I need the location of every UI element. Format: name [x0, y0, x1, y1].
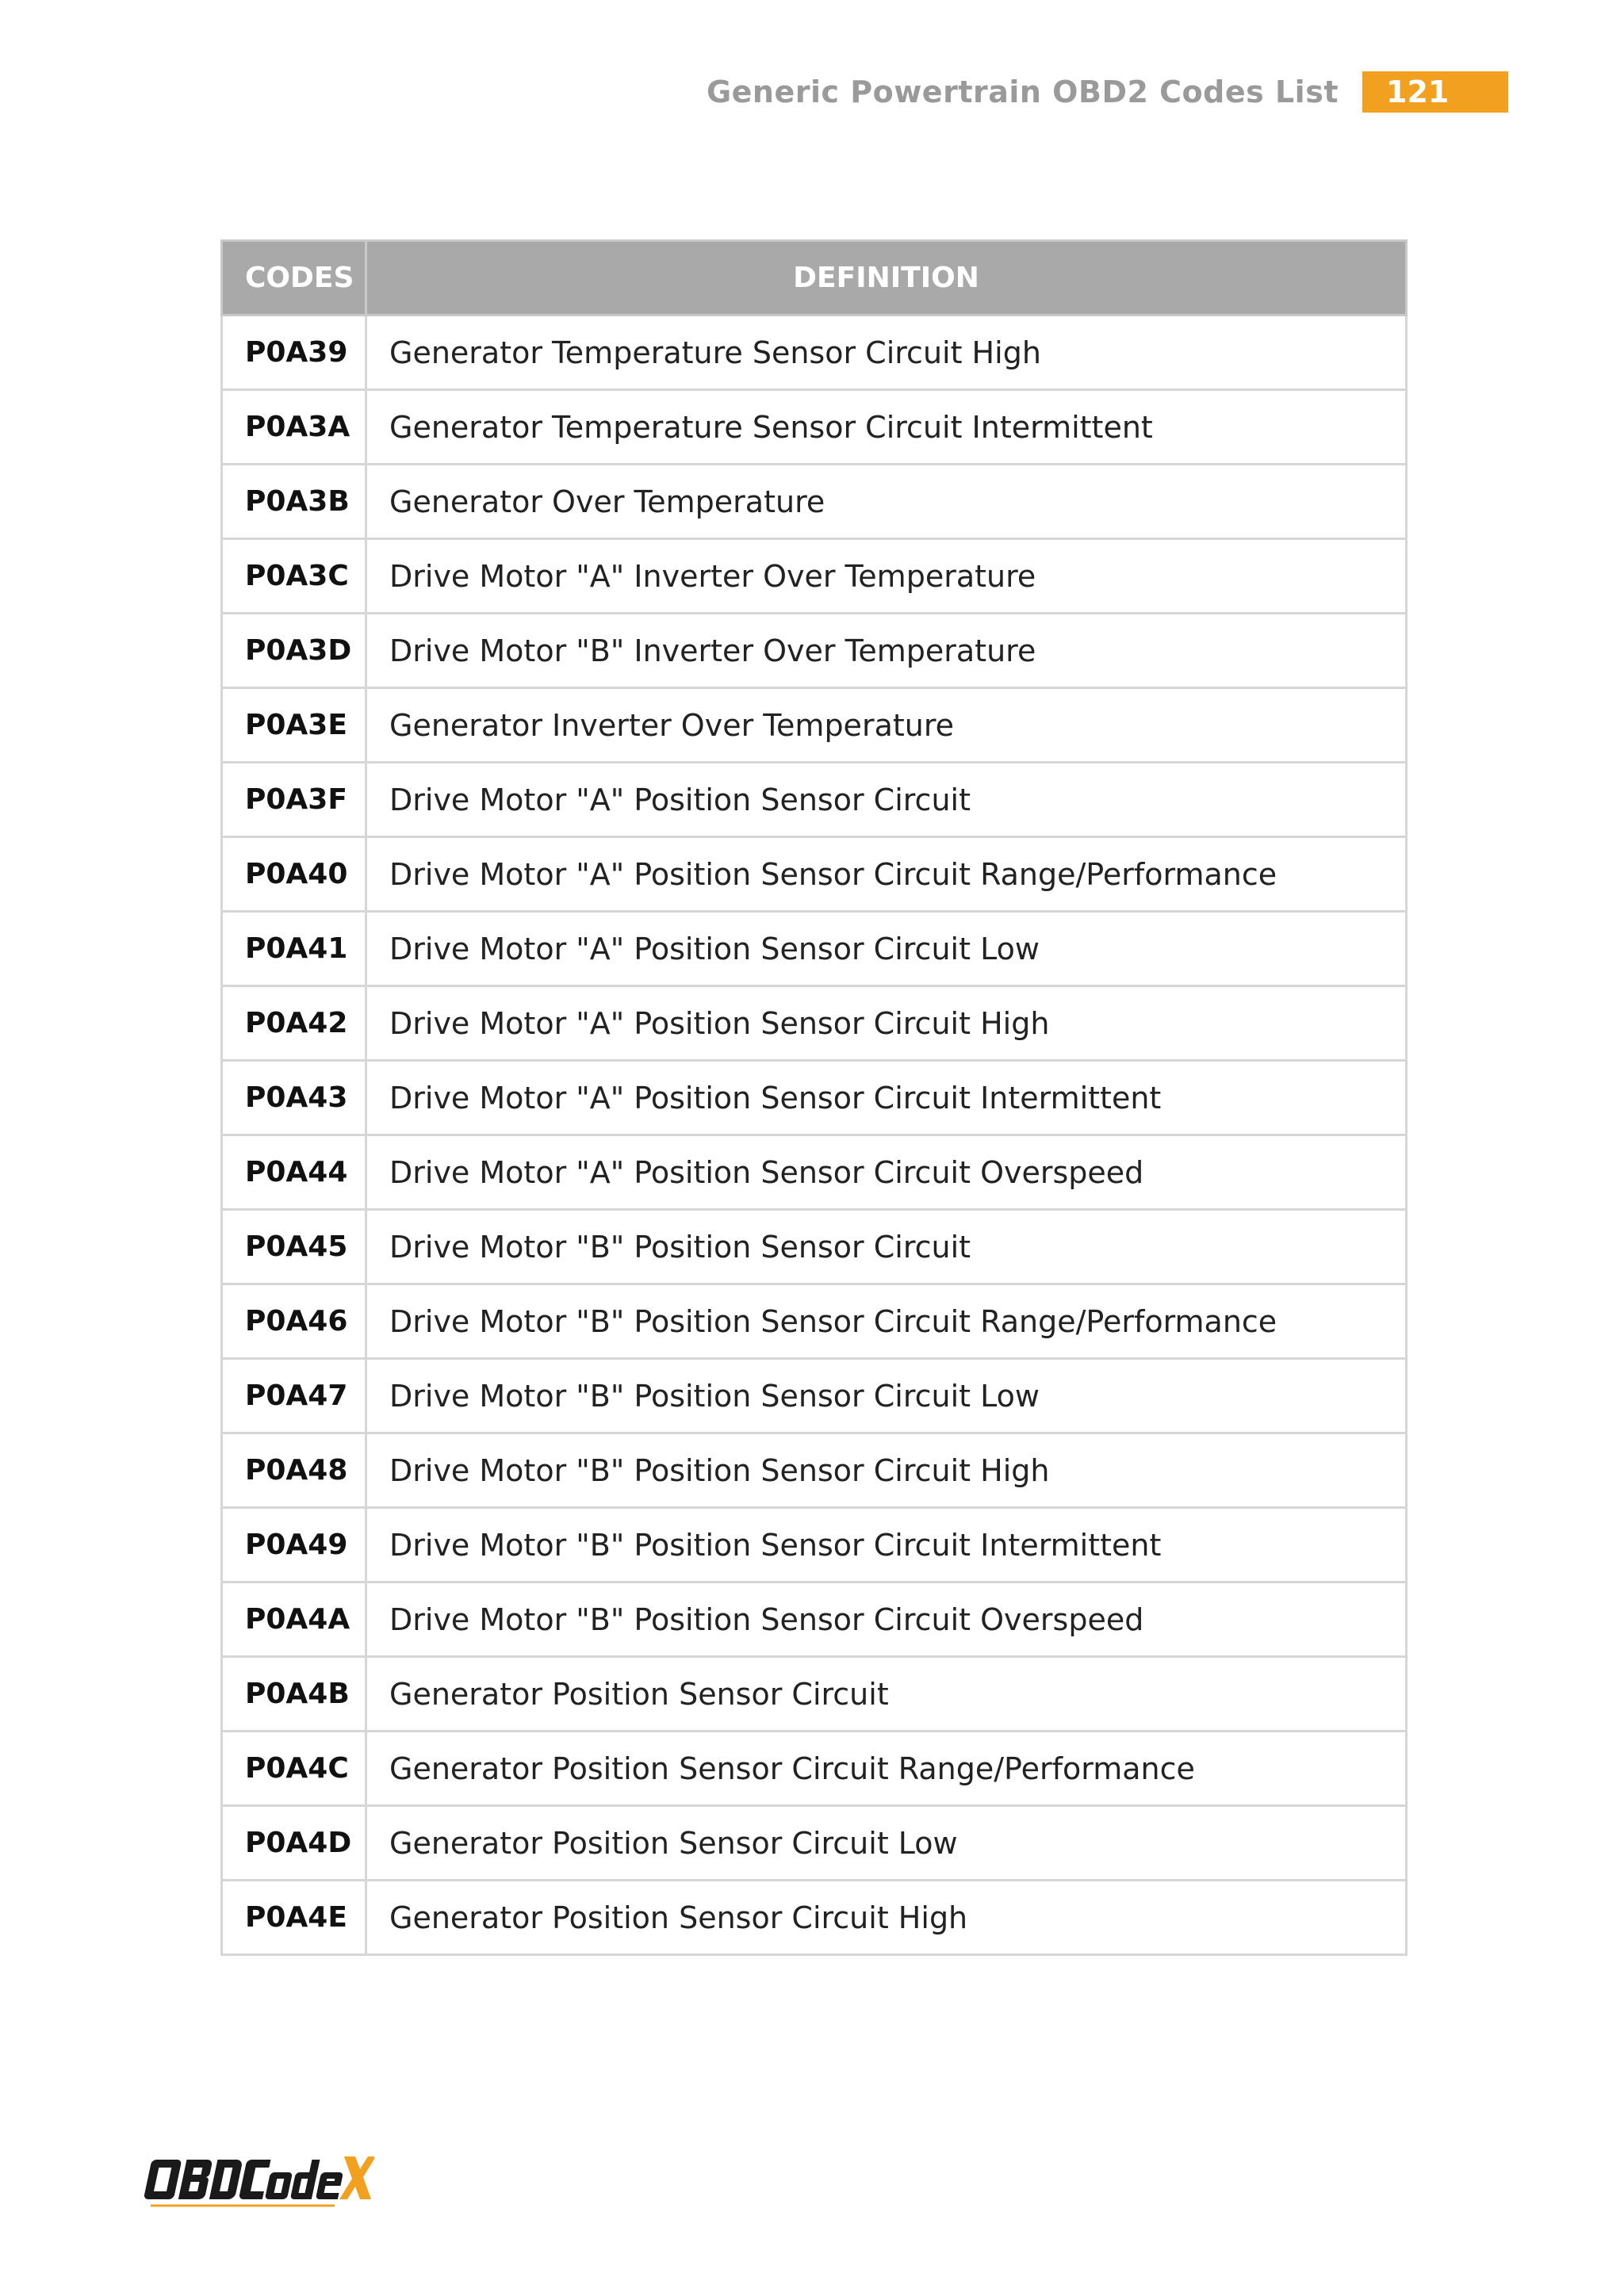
- code-cell: P0A44: [222, 1135, 366, 1210]
- table-body: [222, 316, 1407, 1955]
- definition-cell: Drive Motor "B" Position Sensor Circuit Range/Performance: [366, 1284, 1407, 1359]
- obd2-codes-table: [220, 239, 1408, 1956]
- table-row: [222, 763, 1407, 837]
- column-header-codes: CODES: [222, 241, 366, 316]
- page-header: [707, 71, 1508, 113]
- table-row: [222, 1284, 1407, 1359]
- code-cell: P0A3D: [222, 614, 366, 688]
- code-cell: P0A3B: [222, 465, 366, 539]
- code-cell: P0A4D: [222, 1806, 366, 1881]
- code-cell: P0A4B: [222, 1657, 366, 1732]
- code-cell: P0A42: [222, 986, 366, 1061]
- table-row: [222, 390, 1407, 465]
- table-row: [222, 316, 1407, 390]
- code-cell: P0A49: [222, 1508, 366, 1582]
- code-cell: P0A48: [222, 1433, 366, 1508]
- table-row: [222, 1657, 1407, 1732]
- table-row: [222, 614, 1407, 688]
- code-cell: P0A3E: [222, 688, 366, 763]
- table-row: [222, 1135, 1407, 1210]
- definition-cell: Drive Motor "B" Position Sensor Circuit High: [366, 1433, 1407, 1508]
- code-cell: P0A45: [222, 1210, 366, 1284]
- definition-cell: Drive Motor "A" Position Sensor Circuit High: [366, 986, 1407, 1061]
- definition-cell: Drive Motor "B" Position Sensor Circuit Overspeed: [366, 1582, 1407, 1657]
- code-cell: P0A4C: [222, 1732, 366, 1806]
- table-row: [222, 986, 1407, 1061]
- code-cell: P0A39: [222, 316, 366, 390]
- code-cell: P0A4A: [222, 1582, 366, 1657]
- table-row: [222, 1582, 1407, 1657]
- table-header-row: [222, 241, 1407, 316]
- definition-cell: Drive Motor "A" Position Sensor Circuit Overspeed: [366, 1135, 1407, 1210]
- table-row: [222, 1210, 1407, 1284]
- document-title: Generic Powertrain OBD2 Codes List: [706, 75, 1339, 109]
- definition-cell: Drive Motor "A" Inverter Over Temperature: [366, 539, 1407, 614]
- column-header-definition: DEFINITION: [366, 241, 1407, 316]
- code-cell: P0A3C: [222, 539, 366, 614]
- table-row: [222, 1806, 1407, 1881]
- definition-cell: Drive Motor "A" Position Sensor Circuit Intermittent: [366, 1061, 1407, 1135]
- table-row: [222, 1061, 1407, 1135]
- table-row: [222, 1732, 1407, 1806]
- code-cell: P0A46: [222, 1284, 366, 1359]
- page-number-badge: 121: [1362, 71, 1508, 113]
- code-cell: P0A3A: [222, 390, 366, 465]
- definition-cell: Drive Motor "A" Position Sensor Circuit Low: [366, 912, 1407, 986]
- definition-cell: Generator Position Sensor Circuit Low: [366, 1806, 1407, 1881]
- definition-cell: Generator Position Sensor Circuit High: [366, 1881, 1407, 1955]
- definition-cell: Drive Motor "B" Position Sensor Circuit Low: [366, 1359, 1407, 1433]
- table-row: [222, 688, 1407, 763]
- code-cell: P0A4E: [222, 1881, 366, 1955]
- definition-cell: Drive Motor "B" Inverter Over Temperature: [366, 614, 1407, 688]
- obdcodex-logo: [136, 2150, 374, 2214]
- definition-cell: Generator Position Sensor Circuit: [366, 1657, 1407, 1732]
- definition-cell: Drive Motor "A" Position Sensor Circuit Range/Performance: [366, 837, 1407, 912]
- table-row: [222, 1881, 1407, 1955]
- code-cell: P0A3F: [222, 763, 366, 837]
- definition-cell: Generator Over Temperature: [366, 465, 1407, 539]
- table-row: [222, 837, 1407, 912]
- definition-cell: Generator Inverter Over Temperature: [366, 688, 1407, 763]
- table-row: [222, 912, 1407, 986]
- table-row: [222, 1359, 1407, 1433]
- code-cell: P0A43: [222, 1061, 366, 1135]
- table-row: [222, 1433, 1407, 1508]
- code-cell: P0A40: [222, 837, 366, 912]
- code-cell: P0A47: [222, 1359, 366, 1433]
- definition-cell: Generator Temperature Sensor Circuit High: [366, 316, 1407, 390]
- definition-cell: Generator Temperature Sensor Circuit Intermittent: [366, 390, 1407, 465]
- definition-cell: Generator Position Sensor Circuit Range/Performance: [366, 1732, 1407, 1806]
- definition-cell: Drive Motor "A" Position Sensor Circuit: [366, 763, 1407, 837]
- table-row: [222, 539, 1407, 614]
- definition-cell: Drive Motor "B" Position Sensor Circuit: [366, 1210, 1407, 1284]
- table-row: [222, 1508, 1407, 1582]
- code-cell: P0A41: [222, 912, 366, 986]
- table-row: [222, 465, 1407, 539]
- definition-cell: Drive Motor "B" Position Sensor Circuit Intermittent: [366, 1508, 1407, 1582]
